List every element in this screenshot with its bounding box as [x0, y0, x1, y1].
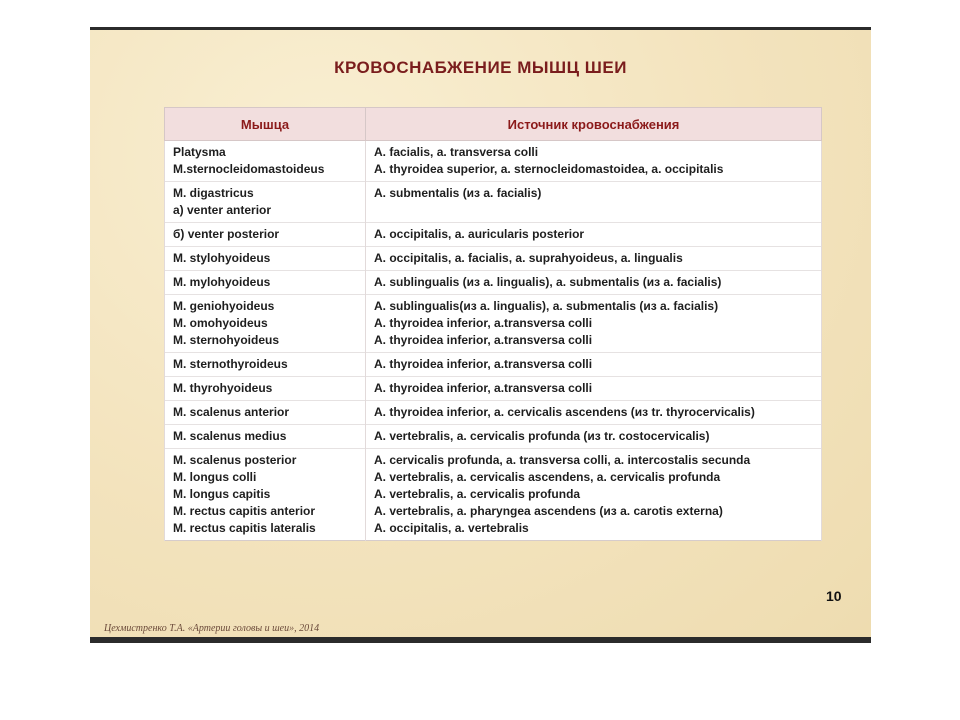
source-line: A. facialis, a. transversa colli [374, 145, 539, 159]
table-row [165, 182, 822, 223]
blood-supply-table [164, 107, 822, 541]
muscle-cell [165, 141, 366, 182]
source-line: A. thyroidea superior, a. sternocleidomastoidea, a. occipitalis [374, 162, 724, 176]
slide-title: КРОВОСНАБЖЕНИЕ МЫШЦ ШЕИ [334, 58, 627, 77]
muscle-cell [165, 271, 366, 295]
muscle-line: M. scalenus medius [173, 429, 287, 443]
muscle-cell [165, 425, 366, 449]
muscle-line: M. rectus capitis lateralis [173, 521, 316, 535]
source-cell [366, 271, 822, 295]
slide [90, 30, 871, 639]
table-row [165, 449, 822, 541]
source-line: A. thyroidea inferior, a.transversa colli [374, 316, 593, 330]
source-cell [366, 141, 822, 182]
page-number: 10 [826, 588, 842, 604]
source-cell [366, 223, 822, 247]
muscle-cell [165, 295, 366, 353]
muscle-line: M. longus capitis [173, 487, 271, 501]
muscle-line: б) venter posterior [173, 227, 280, 241]
muscle-line: M. scalenus posterior [173, 453, 297, 467]
header-source: Источник кровоснабжения [366, 108, 822, 141]
source-line: A. thyroidea inferior, a.transversa colli [374, 357, 593, 371]
muscle-cell [165, 401, 366, 425]
source-line: A. vertebralis, a. cervicalis ascendens, a. cervicalis profunda [374, 470, 721, 484]
source-line: A. sublingualis(из a. lingualis), a. submentalis (из a. facialis) [374, 299, 719, 313]
table-row [165, 401, 822, 425]
muscle-line: M.sternocleidomastoideus [173, 162, 325, 176]
source-line: A. vertebralis, a. cervicalis profunda [374, 487, 581, 501]
source-cell [366, 401, 822, 425]
source-cell [366, 449, 822, 541]
table-row [165, 247, 822, 271]
muscle-cell [165, 182, 366, 223]
table-row [165, 377, 822, 401]
table-row [165, 271, 822, 295]
source-cell [366, 247, 822, 271]
source-line: A. thyroidea inferior, a.transversa colli [374, 381, 593, 395]
muscle-line: M. longus colli [173, 470, 257, 484]
table-header-row [165, 108, 822, 141]
source-cell [366, 425, 822, 449]
muscle-line: M. omohyoideus [173, 316, 268, 330]
table-row [165, 295, 822, 353]
muscle-line: M. sternothyroideus [173, 357, 288, 371]
muscle-line: M. thyrohyoideus [173, 381, 273, 395]
table-row [165, 141, 822, 182]
source-line: A. occipitalis, a. vertebralis [374, 521, 529, 535]
source-line: A. thyroidea inferior, a.transversa colli [374, 333, 593, 347]
muscle-line: M. stylohyoideus [173, 251, 271, 265]
muscle-cell [165, 353, 366, 377]
muscle-line: M. geniohyoideus [173, 299, 275, 313]
source-cell [366, 353, 822, 377]
table-body [165, 141, 822, 541]
source-line: A. submentalis (из a. facialis) [374, 186, 542, 200]
muscle-cell [165, 449, 366, 541]
source-cell [366, 295, 822, 353]
muscle-line: M. sternohyoideus [173, 333, 280, 347]
source-line: A. occipitalis, a. facialis, a. suprahyoideus, a. lingualis [374, 251, 683, 265]
source-line: A. thyroidea inferior, a. cervicalis ascendens (из tr. thyrocervicalis) [374, 405, 755, 419]
source-line: A. vertebralis, a. pharyngea ascendens (из a. carotis externa) [374, 504, 723, 518]
table-row [165, 223, 822, 247]
source-cell [366, 377, 822, 401]
muscle-line: M. rectus capitis anterior [173, 504, 316, 518]
header-muscle: Мышца [165, 108, 366, 141]
muscle-line: M. scalenus anterior [173, 405, 290, 419]
muscle-line: а) venter anterior [173, 203, 272, 217]
source-line: A. vertebralis, a. cervicalis profunda (из tr. costocervicalis) [374, 429, 710, 443]
muscle-cell [165, 247, 366, 271]
table-row [165, 425, 822, 449]
source-line: A. occipitalis, a. auricularis posterior [374, 227, 585, 241]
source-cell [366, 182, 822, 223]
table-row [165, 353, 822, 377]
muscle-cell [165, 377, 366, 401]
source-line: A. sublingualis (из a. lingualis), a. submentalis (из a. facialis) [374, 275, 722, 289]
muscle-cell [165, 223, 366, 247]
muscle-line: M. mylohyoideus [173, 275, 271, 289]
slide-bottom-border [90, 637, 871, 643]
source-line: A. cervicalis profunda, a. transversa colli, a. intercostalis secunda [374, 453, 751, 467]
footer-credit: Цехмистренко Т.А. «Артерии головы и шеи», 2014 [104, 623, 320, 634]
muscle-line: Platysma [173, 145, 226, 159]
muscle-line: M. digastricus [173, 186, 254, 200]
